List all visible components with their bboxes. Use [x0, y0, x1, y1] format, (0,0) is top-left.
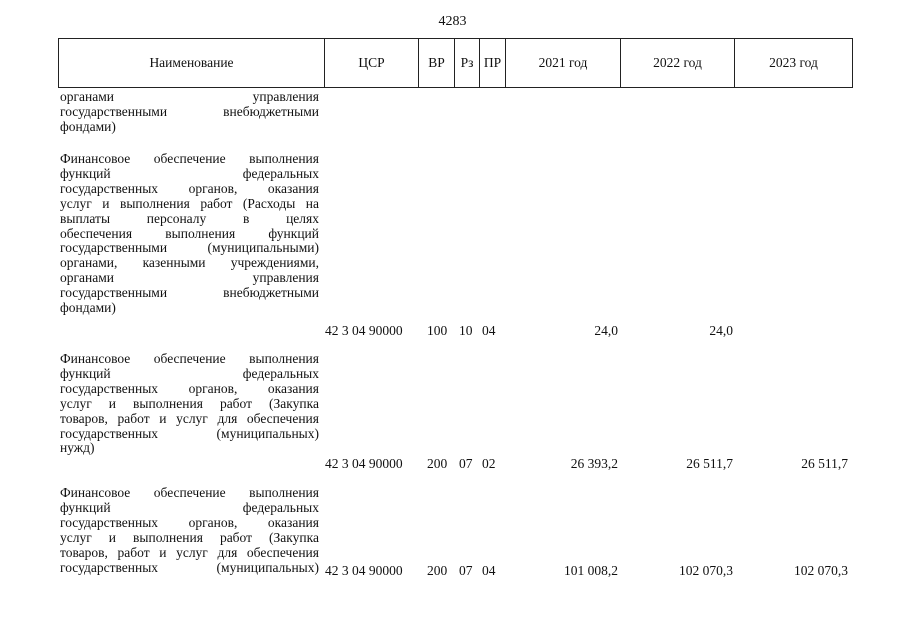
row-3-name — [60, 486, 319, 575]
row-3-csr: 42 3 04 90000 — [325, 563, 403, 578]
header-name: Наименование — [59, 39, 325, 87]
row-3-line-5: государственных (муниципальных) — [60, 559, 319, 575]
row-2-pr: 02 — [482, 456, 496, 471]
row-2-line-2: государственных органов, оказания — [60, 380, 319, 396]
row-2-2023: 26 511,7 — [801, 456, 848, 471]
row-3-line-0: Финансовое обеспечение выполнения — [60, 485, 319, 500]
row-3-line-2: государственных органов, оказания — [60, 514, 319, 530]
row-3-2022: 102 070,3 — [679, 563, 733, 578]
row-1-name — [60, 152, 319, 316]
row-1-line-0: Финансовое обеспечение выполнения — [60, 151, 319, 166]
row-1-line-2: государственных органов, оказания — [60, 180, 319, 196]
row-2-2022: 26 511,7 — [686, 456, 733, 471]
row-2-csr: 42 3 04 90000 — [325, 456, 403, 471]
row-2-line-6: нужд) — [60, 440, 95, 456]
row-2-line-0: Финансовое обеспечение выполнения — [60, 351, 319, 366]
row-2-line-5: государственных (муниципальных) — [60, 425, 319, 441]
row-3-line-1: функций федеральных — [60, 499, 319, 515]
table-header — [58, 38, 853, 88]
header-rz: Рз — [455, 39, 480, 87]
row-1-vr: 100 — [427, 323, 448, 338]
header-2022: 2022 год — [621, 39, 735, 87]
row-1-line-5: обеспечения выполнения функций — [60, 225, 319, 241]
row-1-rz: 10 — [459, 323, 473, 338]
row-3-2021: 101 008,2 — [564, 563, 618, 578]
row-1-line-9: государственными внебюджетными — [60, 285, 319, 301]
page-number: 4283 — [438, 14, 467, 29]
header-2023: 2023 год — [769, 55, 818, 70]
row-0-line-2: фондами) — [60, 118, 116, 134]
row-0-line-1: государственными внебюджетными — [60, 103, 319, 119]
row-1-2021: 24,0 — [594, 323, 618, 338]
header-csr: ЦСР — [325, 39, 419, 87]
row-3-pr: 04 — [482, 563, 496, 578]
row-3-vr: 200 — [427, 563, 448, 578]
row-2-name — [60, 352, 319, 456]
row-1-line-6: государственными (муниципальными) — [60, 240, 319, 256]
header-pr: ПР — [480, 39, 506, 87]
row-1-line-4: выплаты персоналу в целях — [60, 210, 319, 226]
row-2-rz: 07 — [459, 456, 473, 471]
row-1-line-3: услуг и выполнения работ (Расходы на — [60, 195, 319, 211]
row-1-2022: 24,0 — [709, 323, 733, 338]
row-2-vr: 200 — [427, 456, 448, 471]
header-vr: ВР — [419, 39, 455, 87]
row-3-line-4: товаров, работ и услуг для обеспечения — [60, 544, 319, 560]
row-2-line-4: товаров, работ и услуг для обеспечения — [60, 410, 319, 426]
row-3-rz: 07 — [459, 563, 473, 578]
row-3-2023: 102 070,3 — [794, 563, 848, 578]
header-2021: 2021 год — [506, 39, 621, 87]
row-1-line-1: функций федеральных — [60, 165, 319, 181]
row-1-pr: 04 — [482, 323, 496, 338]
row-2-line-3: услуг и выполнения работ (Закупка — [60, 395, 319, 411]
row-2-2021: 26 393,2 — [570, 456, 618, 471]
row-0-line-0: органами управления — [60, 89, 319, 104]
row-1-line-8: органами управления — [60, 270, 319, 286]
row-0-name — [60, 90, 319, 135]
row-1-csr: 42 3 04 90000 — [325, 323, 403, 338]
row-1-line-7: органами, казенными учреждениями, — [60, 255, 319, 271]
row-1-line-10: фондами) — [60, 300, 116, 316]
row-3-line-3: услуг и выполнения работ (Закупка — [60, 529, 319, 545]
row-2-line-1: функций федеральных — [60, 365, 319, 381]
